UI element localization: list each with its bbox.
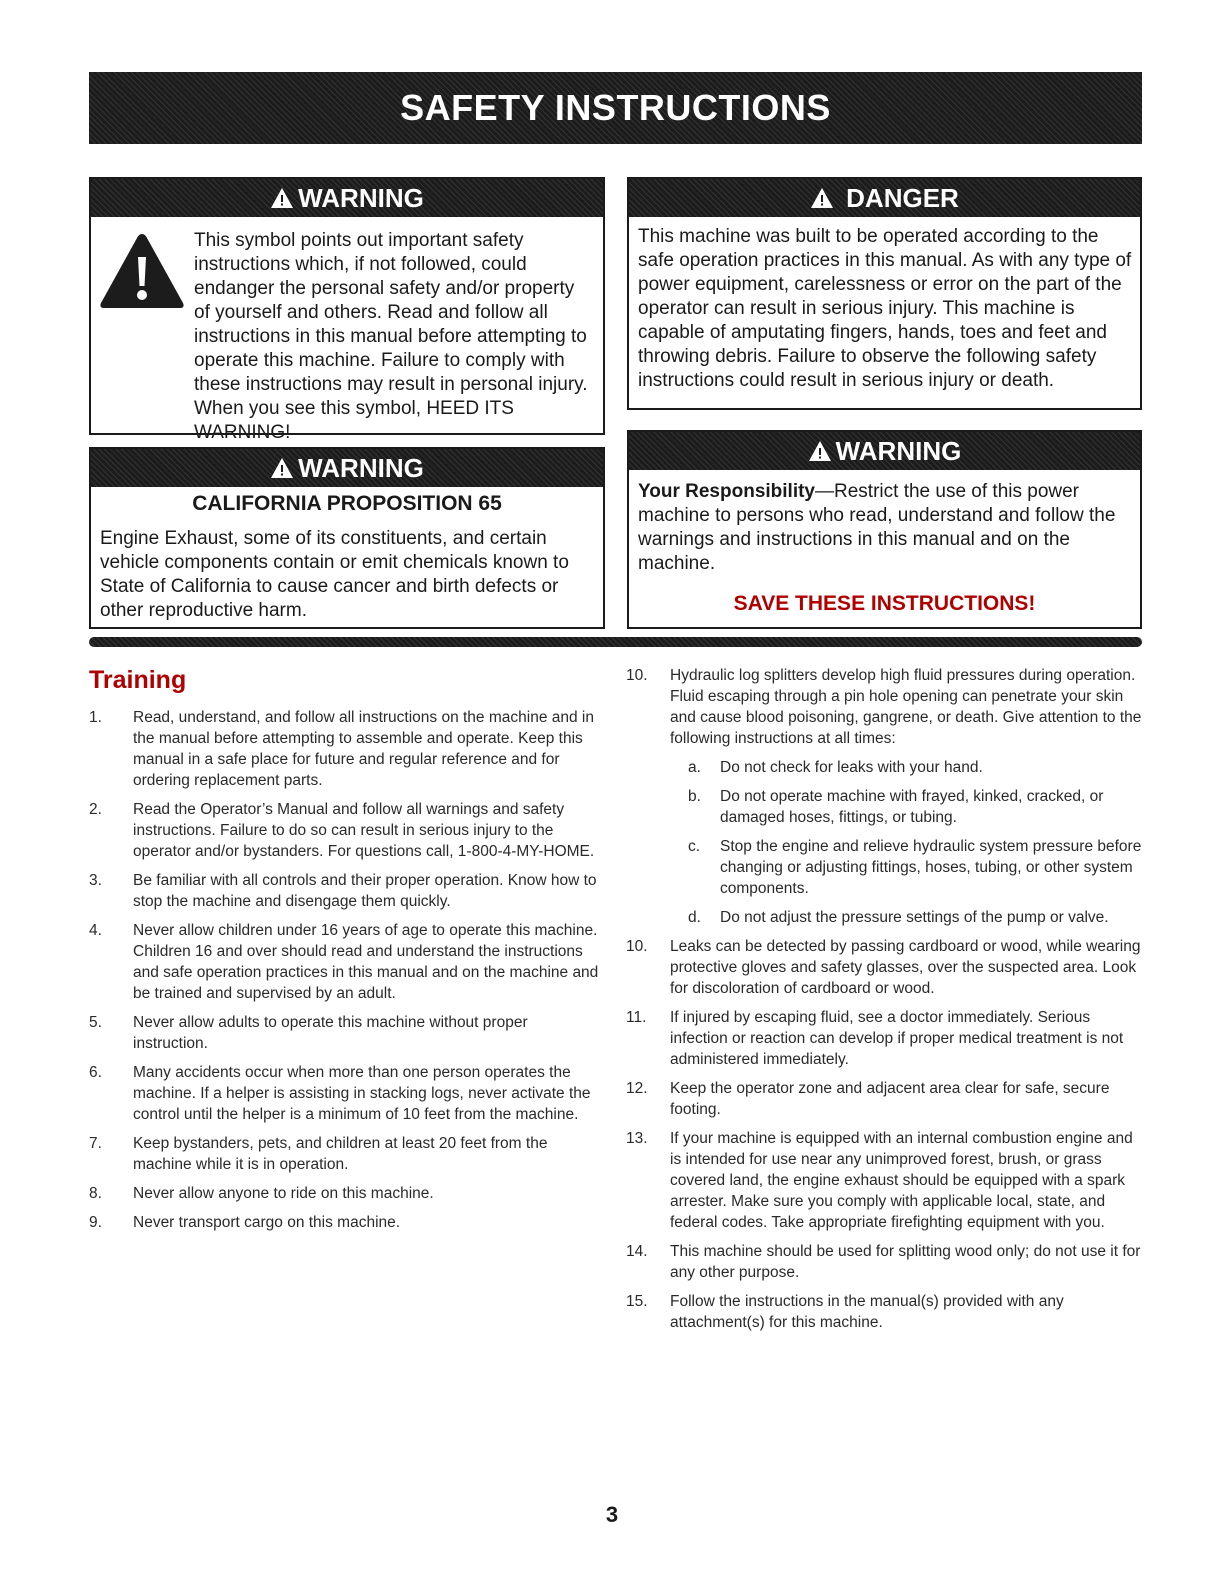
item-number: 6. (89, 1064, 102, 1081)
item-text: Stop the engine and relieve hydraulic system pressure before changing or adjusting fittings, hoses, tubing, or other system components. (720, 838, 1142, 897)
item-text: Never allow children under 16 years of age to operate this machine. Children 16 and over should read and understand the instructions and safe operation practices in this manual and on the machine and be trained and supervised by an adult. (133, 922, 599, 1002)
item-number: 9. (89, 1214, 102, 1231)
list-item (626, 1128, 1142, 1233)
item-text: Never transport cargo on this machine. (133, 1214, 401, 1231)
item-text: Do not adjust the pressure settings of the pump or valve. (720, 909, 1109, 926)
danger-header (629, 179, 1140, 217)
item-number: a. (688, 759, 701, 776)
item-text: Keep bystanders, pets, and children at least 20 feet from the machine while it is in operation. (133, 1135, 548, 1173)
list-item (89, 1012, 604, 1054)
item-text: Leaks can be detected by passing cardboard or wood, while wearing protective gloves and safety glasses, over the suspected area. Look for discoloration of cardboard or wood. (670, 938, 1141, 997)
page-title: SAFETY INSTRUCTIONS (400, 87, 831, 128)
item-text: If your machine is equipped with an internal combustion engine and is intended for use near any unimproved forest, brush, or grass covered land, the engine exhaust should be equipped with a spark arrester. Make sure you comply with applicable local, state, and federal codes. Take appropriate firefighting equipment with you. (670, 1130, 1133, 1231)
training-list-left (89, 707, 604, 1241)
responsibility-body: —Restrict the use of this power machine to persons who read, understand and follow the warnings and instructions in this manual and on the machine. (638, 481, 1116, 574)
training-heading: Training (89, 666, 187, 694)
item-text: Be familiar with all controls and their proper operation. Know how to stop the machine and disengage them quickly. (133, 872, 597, 910)
warning-symbol-box (89, 177, 605, 443)
item-text: Never allow adults to operate this machine without proper instruction. (133, 1014, 528, 1052)
list-item (89, 1212, 604, 1233)
warning-triangle-icon (270, 187, 294, 209)
list-item (626, 1007, 1142, 1070)
responsibility-text (638, 480, 1128, 576)
item-text: Many accidents occur when more than one person operates the machine. If a helper is assisting in stacking logs, never activate the control until the helper is a minimum of 10 feet from the machine. (133, 1064, 591, 1123)
warning-symbol-header (91, 179, 603, 217)
warning-triangle-icon (808, 440, 832, 462)
item-number: 14. (626, 1243, 648, 1260)
item-text: Follow the instructions in the manual(s) provided with any attachment(s) for this machine. (670, 1293, 1064, 1331)
warning-symbol-label: WARNING (298, 182, 424, 213)
warning-triangle-icon (810, 187, 834, 209)
responsibility-header (629, 432, 1140, 470)
list-item (626, 1291, 1142, 1333)
item-number: 15. (626, 1293, 648, 1310)
item-number: 7. (89, 1135, 102, 1152)
list-item (89, 1183, 604, 1204)
item-number: c. (688, 838, 701, 855)
list-item (89, 870, 604, 912)
prop65-heading: CALIFORNIA PROPOSITION 65 (192, 492, 502, 515)
item-text: Do not operate machine with frayed, kinked, cracked, or damaged hoses, fittings, or tubing. (720, 788, 1104, 826)
item-number: 8. (89, 1185, 102, 1202)
responsibility-warning-box (627, 430, 1142, 629)
prop65-text: Engine Exhaust, some of its constituents, and certain vehicle components contain or emit chemicals known to State of California to cause cancer and birth defects or other reproductive harm. (100, 528, 569, 621)
safety-alert-icon (97, 231, 187, 311)
page-banner (89, 72, 1142, 144)
list-item (89, 920, 604, 1004)
warning-triangle-icon (270, 457, 294, 479)
prop65-label: WARNING (298, 452, 424, 483)
sub-list-item (670, 836, 1142, 899)
item-number: 10. (626, 938, 648, 955)
list-item (89, 707, 604, 791)
item-text: Do not check for leaks with your hand. (720, 759, 983, 776)
prop65-warning-box (89, 447, 605, 629)
danger-text: This machine was built to be operated according to the safe operation practices in this manual. As with any type of power equipment, carelessness or error on the part of the operator can result in serious injury. This machine is capable of amputating fingers, hands, toes and feet and throwing debris. Failure to observe the following safety instructions could result in serious injury or death. (638, 226, 1132, 391)
page-number: 3 (605, 1502, 619, 1527)
item-number: b. (688, 788, 701, 805)
item-number: 5. (89, 1014, 102, 1031)
item-number: 12. (626, 1080, 648, 1097)
list-item (89, 799, 604, 862)
item-text: Read, understand, and follow all instructions on the machine and in the manual before attempting to assemble and operate. Keep this manual in a safe place for future and regular reference and for ordering replacement parts. (133, 709, 594, 789)
item-number: d. (688, 909, 701, 926)
responsibility-label: WARNING (835, 435, 962, 466)
danger-label: DANGER (846, 182, 959, 213)
prop65-header (91, 449, 603, 487)
list-item (626, 936, 1142, 999)
list-item (626, 1078, 1142, 1120)
warning-symbol-text: This symbol points out important safety instructions which, if not followed, could endanger the personal safety and/or property of yourself and others. Read and follow all instructions in this manual before attempting to operate this machine. Failure to comply with these instructions may result in personal injury. When you see this symbol, HEED ITS WARNING! (194, 230, 588, 443)
danger-box (627, 177, 1142, 410)
item-number: 10. (626, 667, 648, 684)
item-number: 2. (89, 801, 102, 818)
section-divider (89, 637, 1142, 647)
item-number: 4. (89, 922, 102, 939)
item-number: 11. (626, 1009, 647, 1026)
responsibility-lead: Your Responsibility (638, 481, 816, 502)
list-item (89, 1133, 604, 1175)
item-text: Read the Operator’s Manual and follow all warnings and safety instructions. Failure to do so can result in serious injury to the operator and/or bystanders. For questions call, 1-800-4-MY-HOME. (133, 801, 595, 860)
sub-list-item (670, 757, 1142, 778)
training-list-right (626, 665, 1142, 1341)
list-item (626, 665, 1142, 928)
sub-list-item (670, 786, 1142, 828)
item-number: 1. (89, 709, 102, 726)
save-instructions: SAVE THESE INSTRUCTIONS! (733, 592, 1036, 615)
item-text: Never allow anyone to ride on this machine. (133, 1185, 434, 1202)
list-item (626, 1241, 1142, 1283)
item-text: Keep the operator zone and adjacent area clear for safe, secure footing. (670, 1080, 1110, 1118)
item-text: Hydraulic log splitters develop high fluid pressures during operation. Fluid escaping through a pin hole opening can penetrate your skin and cause blood poisoning, gangrene, or death. Give attention to the following instructions at all times: (670, 667, 1142, 747)
list-item (89, 1062, 604, 1125)
item-number: 13. (626, 1130, 648, 1147)
sub-list (670, 757, 1142, 928)
item-text: This machine should be used for splitting wood only; do not use it for any other purpose. (670, 1243, 1141, 1281)
item-text: If injured by escaping fluid, see a doctor immediately. Serious infection or reaction can develop if proper medical treatment is not administered immediately. (670, 1009, 1124, 1068)
sub-list-item (670, 907, 1142, 928)
item-number: 3. (89, 872, 102, 889)
